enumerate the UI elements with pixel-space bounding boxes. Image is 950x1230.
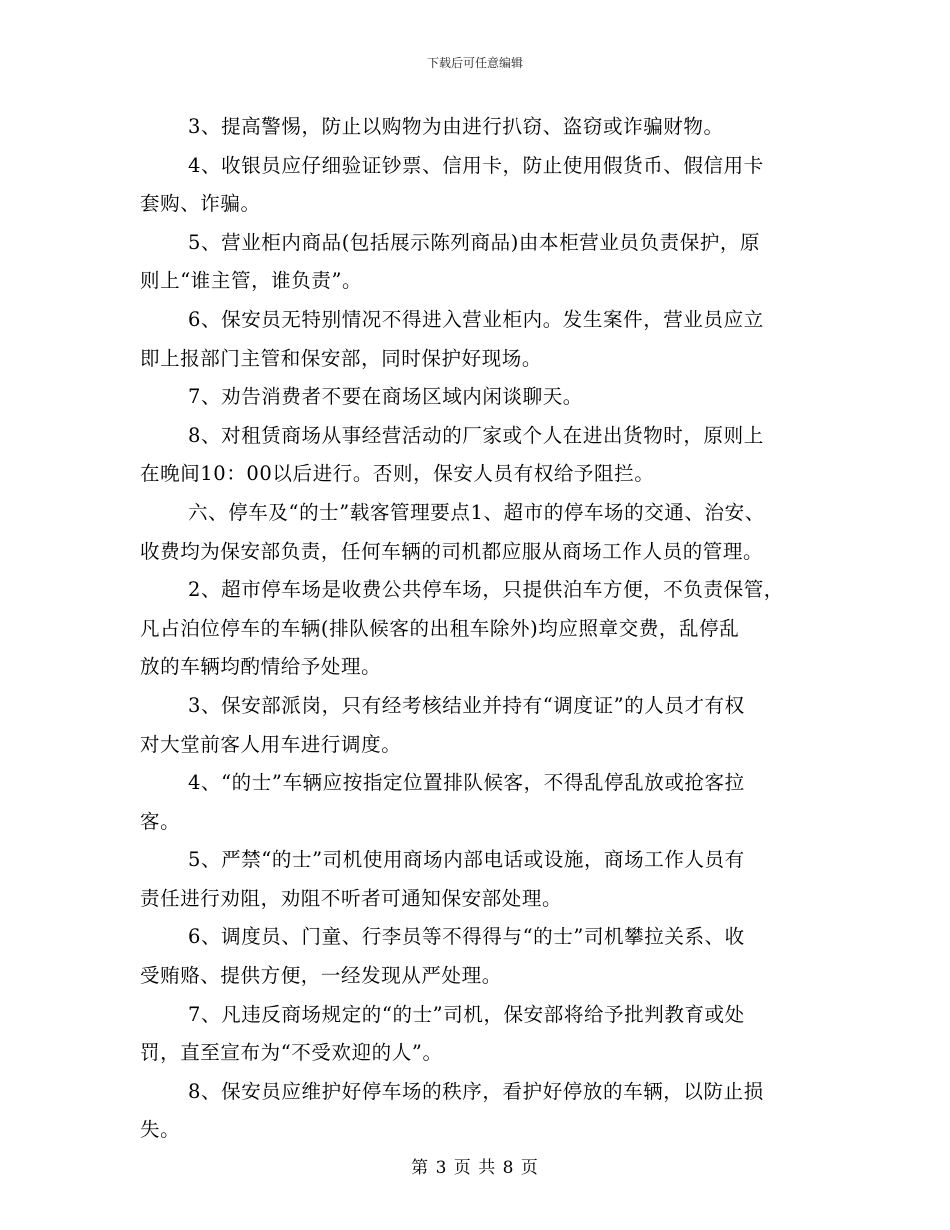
- paragraph: [140, 841, 812, 918]
- paragraph-line: 在晚间10：00以后进行。否则，保安人员有权给予阻拦。: [140, 462, 655, 486]
- paragraph: [140, 301, 812, 378]
- paragraph: [140, 147, 812, 224]
- paragraph-line: 客。: [140, 809, 181, 833]
- paragraph: [140, 378, 812, 417]
- paragraph-line: 5、严禁“的士”司机使用商场内部电话或设施，商场工作人员有: [188, 848, 745, 872]
- paragraph-line: 7、劝告消费者不要在商场区域内闲谈聊天。: [188, 385, 583, 409]
- paragraph: [140, 571, 812, 687]
- paragraph: [140, 417, 812, 494]
- paragraph-line: 责任进行劝阻，劝阻不听者可通知保安部处理。: [140, 886, 563, 910]
- paragraph-line: 6、调度员、门童、行李员等不得得与“的士”司机攀拉关系、收: [188, 925, 745, 949]
- paragraph-line: 罚，直至宣布为“不受欢迎的人”。: [140, 1041, 443, 1065]
- paragraph: [140, 918, 812, 995]
- document-body: [140, 108, 812, 1150]
- paragraph: [140, 764, 812, 841]
- paragraph: [140, 224, 812, 301]
- paragraph-line: 放的车辆均酌情给予处理。: [140, 655, 382, 679]
- paragraph-line: 失。: [140, 1118, 181, 1142]
- page-footer: 第 3 页 共 8 页: [411, 1158, 539, 1178]
- paragraph: [140, 1073, 812, 1150]
- paragraph: [140, 687, 812, 764]
- paragraph-line: 7、凡违反商场规定的“的士”司机，保安部将给予批判教育或处: [188, 1002, 745, 1026]
- paragraph-line: 6、保安员无特别情况不得进入营业柜内。发生案件，营业员应立: [188, 307, 764, 331]
- paragraph-line: 即上报部门主管和保安部，同时保护好现场。: [140, 346, 543, 370]
- paragraph-line: 4、收银员应仔细验证钞票、信用卡，防止使用假货币、假信用卡: [188, 153, 764, 177]
- paragraph: [140, 996, 812, 1073]
- paragraph-line: 对大堂前客人用车进行调度。: [140, 732, 402, 756]
- paragraph-line: 收费均为保安部负责，任何车辆的司机都应服从商场工作人员的管理。: [140, 539, 764, 563]
- paragraph: [140, 494, 812, 571]
- paragraph-line: 2、超市停车场是收费公共停车场，只提供泊车方便，不负责保管，: [188, 578, 784, 602]
- paragraph-line: 8、保安员应维护好停车场的秩序，看护好停放的车辆，以防止损: [188, 1079, 764, 1103]
- paragraph-line: 则上“谁主管，谁负责”。: [140, 269, 363, 293]
- paragraph-line: 受贿赂、提供方便，一经发现从严处理。: [140, 964, 502, 988]
- paragraph-line: 4、“的士”车辆应按指定位置排队候客，不得乱停乱放或抢客拉: [188, 771, 745, 795]
- paragraph-line: 5、营业柜内商品(包括展示陈列商品)由本柜营业员负责保护，原: [188, 230, 761, 254]
- page-header: 下载后可任意编辑: [426, 56, 523, 70]
- paragraph: [140, 108, 812, 147]
- paragraph-line: 3、提高警惕，防止以购物为由进行扒窃、盗窃或诈骗财物。: [188, 115, 724, 138]
- paragraph-line: 套购、诈骗。: [140, 192, 261, 216]
- paragraph-line: 凡占泊位停车的车辆(排队候客的出租车除外)均应照章交费，乱停乱: [140, 616, 740, 640]
- paragraph-line: 六、停车及“的士”载客管理要点1、超市的停车场的交通、治安、: [188, 500, 765, 524]
- paragraph-line: 8、对租赁商场从事经营活动的厂家或个人在进出货物时，原则上: [188, 423, 764, 447]
- paragraph-line: 3、保安部派岗，只有经考核结业并持有“调度证”的人员才有权: [188, 693, 745, 717]
